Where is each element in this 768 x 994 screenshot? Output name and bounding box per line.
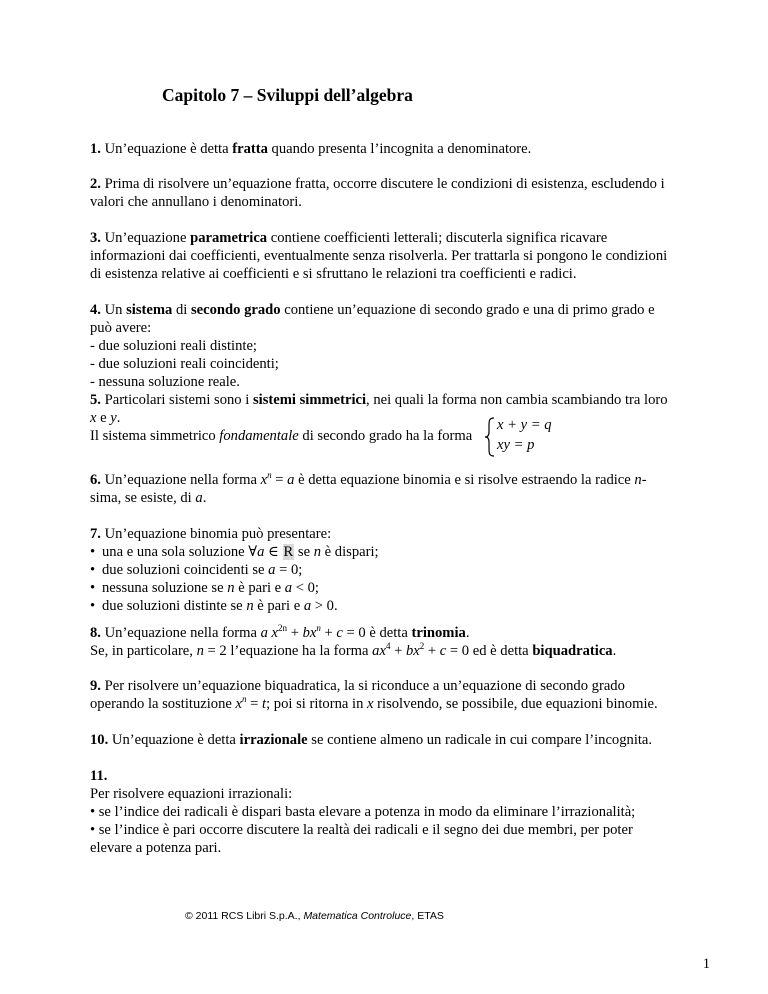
keyword-secondo-grado: secondo grado: [190, 302, 281, 318]
paragraph-9: 9. Per risolvere un’equazione biquadratica, la si riconduce a un’equazione di secondo grado operando la sostituzione $x^n = t$; poi si ritorna in x risolvendo, se possibile, due equazioni binomie.: [90, 678, 658, 712]
keyword-trinomia: trinomia: [411, 625, 466, 641]
real-set-symbol: R: [283, 544, 294, 560]
keyword-irrazionale: irrazionale: [239, 732, 308, 748]
list-item: - nessuna soluzione reale.: [90, 374, 240, 390]
paragraph-6: 6. Un’equazione nella forma $x^n = a$ è detta equazione binomia e si risolve estraendo la radice n- sima, se esiste, di a.: [90, 470, 647, 506]
keyword-fratta: fratta: [232, 141, 268, 157]
list-item: • due soluzioni distinte se n è pari e a > 0.: [90, 598, 338, 614]
list-item: • due soluzioni coincidenti se a = 0;: [90, 562, 303, 578]
item-number: 1.: [90, 141, 101, 157]
keyword-sistema: sistema: [126, 302, 173, 318]
equation-sum: x + y = q: [497, 417, 552, 433]
bullet-icon: •: [90, 598, 96, 614]
chapter-title: Capitolo 7 – Sviluppi dell’algebra: [162, 85, 413, 105]
paragraph-8: 8. Un’equazione nella forma a $x^{2n} + bx^n + c = 0$ è detta trinomia. Se, in particolare, n = 2 l’equazione ha la forma $ax^4 + bx^2 + c = 0$ ed è detta biquadratica.: [90, 623, 617, 659]
page-number: 1: [702, 956, 710, 972]
paragraph-1: 1. Un’equazione è detta fratta quando presenta l’incognita a denominatore.: [90, 141, 532, 157]
paragraph-3: 3. Un’equazione parametrica contiene coefficienti letterali; discuterla significa ricavare informazioni dai coefficienti, eventualmente senza risolverla. Per trattarla si pongono le condizioni di esistenza relative ai coefficienti e si sfruttano le relazioni tra coefficienti e radici.: [90, 230, 668, 282]
bullet-icon: •: [90, 544, 96, 560]
list-item: - due soluzioni reali coincidenti;: [90, 356, 279, 372]
paragraph-10: 10. Un’equazione è detta irrazionale se contiene almeno un radicale in cui compare l’incognita.: [90, 732, 653, 748]
copyright-footer: © 2011 RCS Libri S.p.A., Matematica Controluce, ETAS: [185, 910, 444, 922]
paragraph-2: 2. Prima di risolvere un’equazione fratta, occorre discutere le condizioni di esistenza, escludendo i valori che annullano i denominatori.: [90, 176, 665, 210]
paragraph-4: 4. Un sistema di secondo grado contiene un’equazione di secondo grado e una di primo grado e può avere: - due soluzioni reali distinte; - due soluzioni reali coincidenti; - nessuna soluzione reale.: [90, 301, 690, 391]
keyword-biquadratica: biquadratica: [532, 643, 613, 659]
keyword-parametrica: parametrica: [190, 230, 268, 246]
keyword-sistemi-simmetrici: sistemi simmetrici: [252, 392, 367, 408]
paragraph-11: 11. Per risolvere equazioni irrazionali: • se l’indice dei radicali è dispari basta elevare a potenza in modo da eliminare l’irrazionalità; • se l’indice è pari occorre discutere la realtà dei radicali e il segno dei due membri, per poter elevare a potenza pari.: [90, 767, 690, 857]
list-item: - due soluzioni reali distinte;: [90, 338, 257, 354]
list-item: • se l’indice è pari occorre discutere la realtà dei radicali e il segno dei due membri, per poter: [90, 822, 633, 838]
bullet-icon: •: [90, 580, 96, 596]
list-item: • se l’indice dei radicali è dispari basta elevare a potenza in modo da eliminare l’irrazionalità;: [90, 804, 636, 820]
list-item: • una e una sola soluzione ∀a ∈ R se n è dispari;: [90, 544, 379, 560]
list-item: • nessuna soluzione se n è pari e a < 0;: [90, 580, 319, 596]
equation-product: xy = p: [497, 437, 535, 453]
paragraph-5: 5. Particolari sistemi sono i sistemi simmetrici, nei quali la forma non cambia scambiando tra loro x e y.: [90, 392, 668, 426]
paragraph-7: 7. Un’equazione binomia può presentare: • una e una sola soluzione ∀a ∈ R se n è dispari; • due soluzioni coincidenti se a = 0; • nessuna soluzione se n è pari e a < 0; • due soluzioni distinte se n è pari e a > 0.: [90, 525, 690, 615]
bullet-icon: •: [90, 562, 96, 578]
system-brace: [483, 417, 497, 457]
keyword-fondamentale: fondamentale: [219, 428, 299, 444]
symmetric-system: Il sistema simmetrico fondamentale di secondo grado ha la forma x + y = q xy = p: [90, 417, 690, 457]
